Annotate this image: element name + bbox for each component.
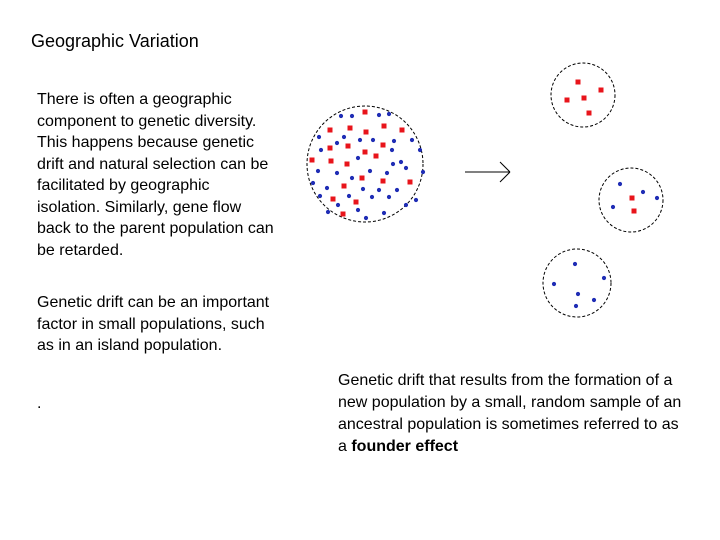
red-allele-marker (374, 154, 379, 159)
red-allele-marker (328, 128, 333, 133)
blue-allele-marker (368, 169, 372, 173)
blue-allele-marker (385, 171, 389, 175)
red-allele-marker (587, 111, 592, 116)
blue-allele-marker (371, 138, 375, 142)
blue-allele-marker (316, 169, 320, 173)
blue-allele-marker (618, 182, 622, 186)
blue-allele-marker (364, 216, 368, 220)
slide-title: Geographic Variation (31, 31, 199, 51)
red-allele-marker (400, 128, 405, 133)
red-allele-marker (363, 110, 368, 115)
blue-allele-marker (573, 262, 577, 266)
founder-population-top-circle (551, 63, 615, 127)
red-allele-marker (363, 150, 368, 155)
blue-allele-marker (404, 203, 408, 207)
red-allele-marker (364, 130, 369, 135)
blue-allele-marker (339, 114, 343, 118)
blue-allele-marker (611, 205, 615, 209)
blue-allele-marker (655, 196, 659, 200)
intro-paragraph: There is often a geographic component to genetic diversity. This happens because genetic drift and natural selection can be facilitated by geographic isolation. Similarly, gene flow back to the parent population can be retarded. (37, 91, 274, 259)
red-allele-marker (360, 176, 365, 181)
caption-text: Genetic drift that results from the formation of a new population by a small, random sample of an ancestral population is sometimes referred to as a (338, 372, 682, 455)
red-allele-marker (381, 179, 386, 184)
blue-allele-marker (602, 276, 606, 280)
blue-allele-marker (361, 187, 365, 191)
blue-allele-marker (370, 195, 374, 199)
blue-allele-marker (392, 139, 396, 143)
blue-allele-marker (552, 282, 556, 286)
blue-allele-marker (414, 198, 418, 202)
blue-allele-marker (325, 186, 329, 190)
red-allele-marker (342, 184, 347, 189)
founding-arrow (465, 162, 510, 182)
red-allele-marker (354, 200, 359, 205)
red-allele-marker (582, 96, 587, 101)
blue-allele-marker (574, 304, 578, 308)
blue-allele-marker (358, 138, 362, 142)
red-allele-marker (565, 98, 570, 103)
blue-allele-marker (319, 148, 323, 152)
red-allele-marker (630, 196, 635, 201)
blue-allele-marker (335, 171, 339, 175)
allele-markers (310, 80, 660, 309)
blue-allele-marker (356, 156, 360, 160)
blue-allele-marker (347, 194, 351, 198)
blue-allele-marker (311, 181, 315, 185)
red-allele-marker (632, 209, 637, 214)
blue-allele-marker (356, 208, 360, 212)
blue-allele-marker (377, 113, 381, 117)
red-allele-marker (382, 124, 387, 129)
red-allele-marker (329, 159, 334, 164)
blue-allele-marker (387, 112, 391, 116)
blue-allele-marker (390, 148, 394, 152)
blue-allele-marker (326, 210, 330, 214)
blue-allele-marker (387, 195, 391, 199)
blue-allele-marker (336, 203, 340, 207)
blue-allele-marker (421, 170, 425, 174)
blue-allele-marker (418, 148, 422, 152)
blue-allele-marker (391, 162, 395, 166)
blue-allele-marker (335, 141, 339, 145)
red-allele-marker (599, 88, 604, 93)
blue-allele-marker (641, 190, 645, 194)
red-allele-marker (345, 162, 350, 167)
red-allele-marker (331, 197, 336, 202)
blue-allele-marker (399, 160, 403, 164)
red-allele-marker (408, 180, 413, 185)
red-allele-marker (576, 80, 581, 85)
blue-allele-marker (576, 292, 580, 296)
blue-allele-marker (350, 114, 354, 118)
genetic-drift-paragraph: Genetic drift can be an important factor in small populations, such as in an island population. (37, 294, 270, 354)
blue-allele-marker (350, 176, 354, 180)
red-allele-marker (348, 126, 353, 131)
blue-allele-marker (395, 188, 399, 192)
blue-allele-marker (382, 211, 386, 215)
red-allele-marker (341, 212, 346, 217)
red-allele-marker (328, 146, 333, 151)
blue-allele-marker (377, 188, 381, 192)
blue-allele-marker (318, 194, 322, 198)
blue-allele-marker (342, 135, 346, 139)
blue-allele-marker (317, 135, 321, 139)
founder-effect-term: founder effect (351, 438, 459, 455)
blue-allele-marker (592, 298, 596, 302)
red-allele-marker (381, 143, 386, 148)
blue-allele-marker (410, 138, 414, 142)
blue-allele-marker (404, 166, 408, 170)
stray-period: . (37, 395, 42, 412)
red-allele-marker (346, 144, 351, 149)
red-allele-marker (310, 158, 315, 163)
